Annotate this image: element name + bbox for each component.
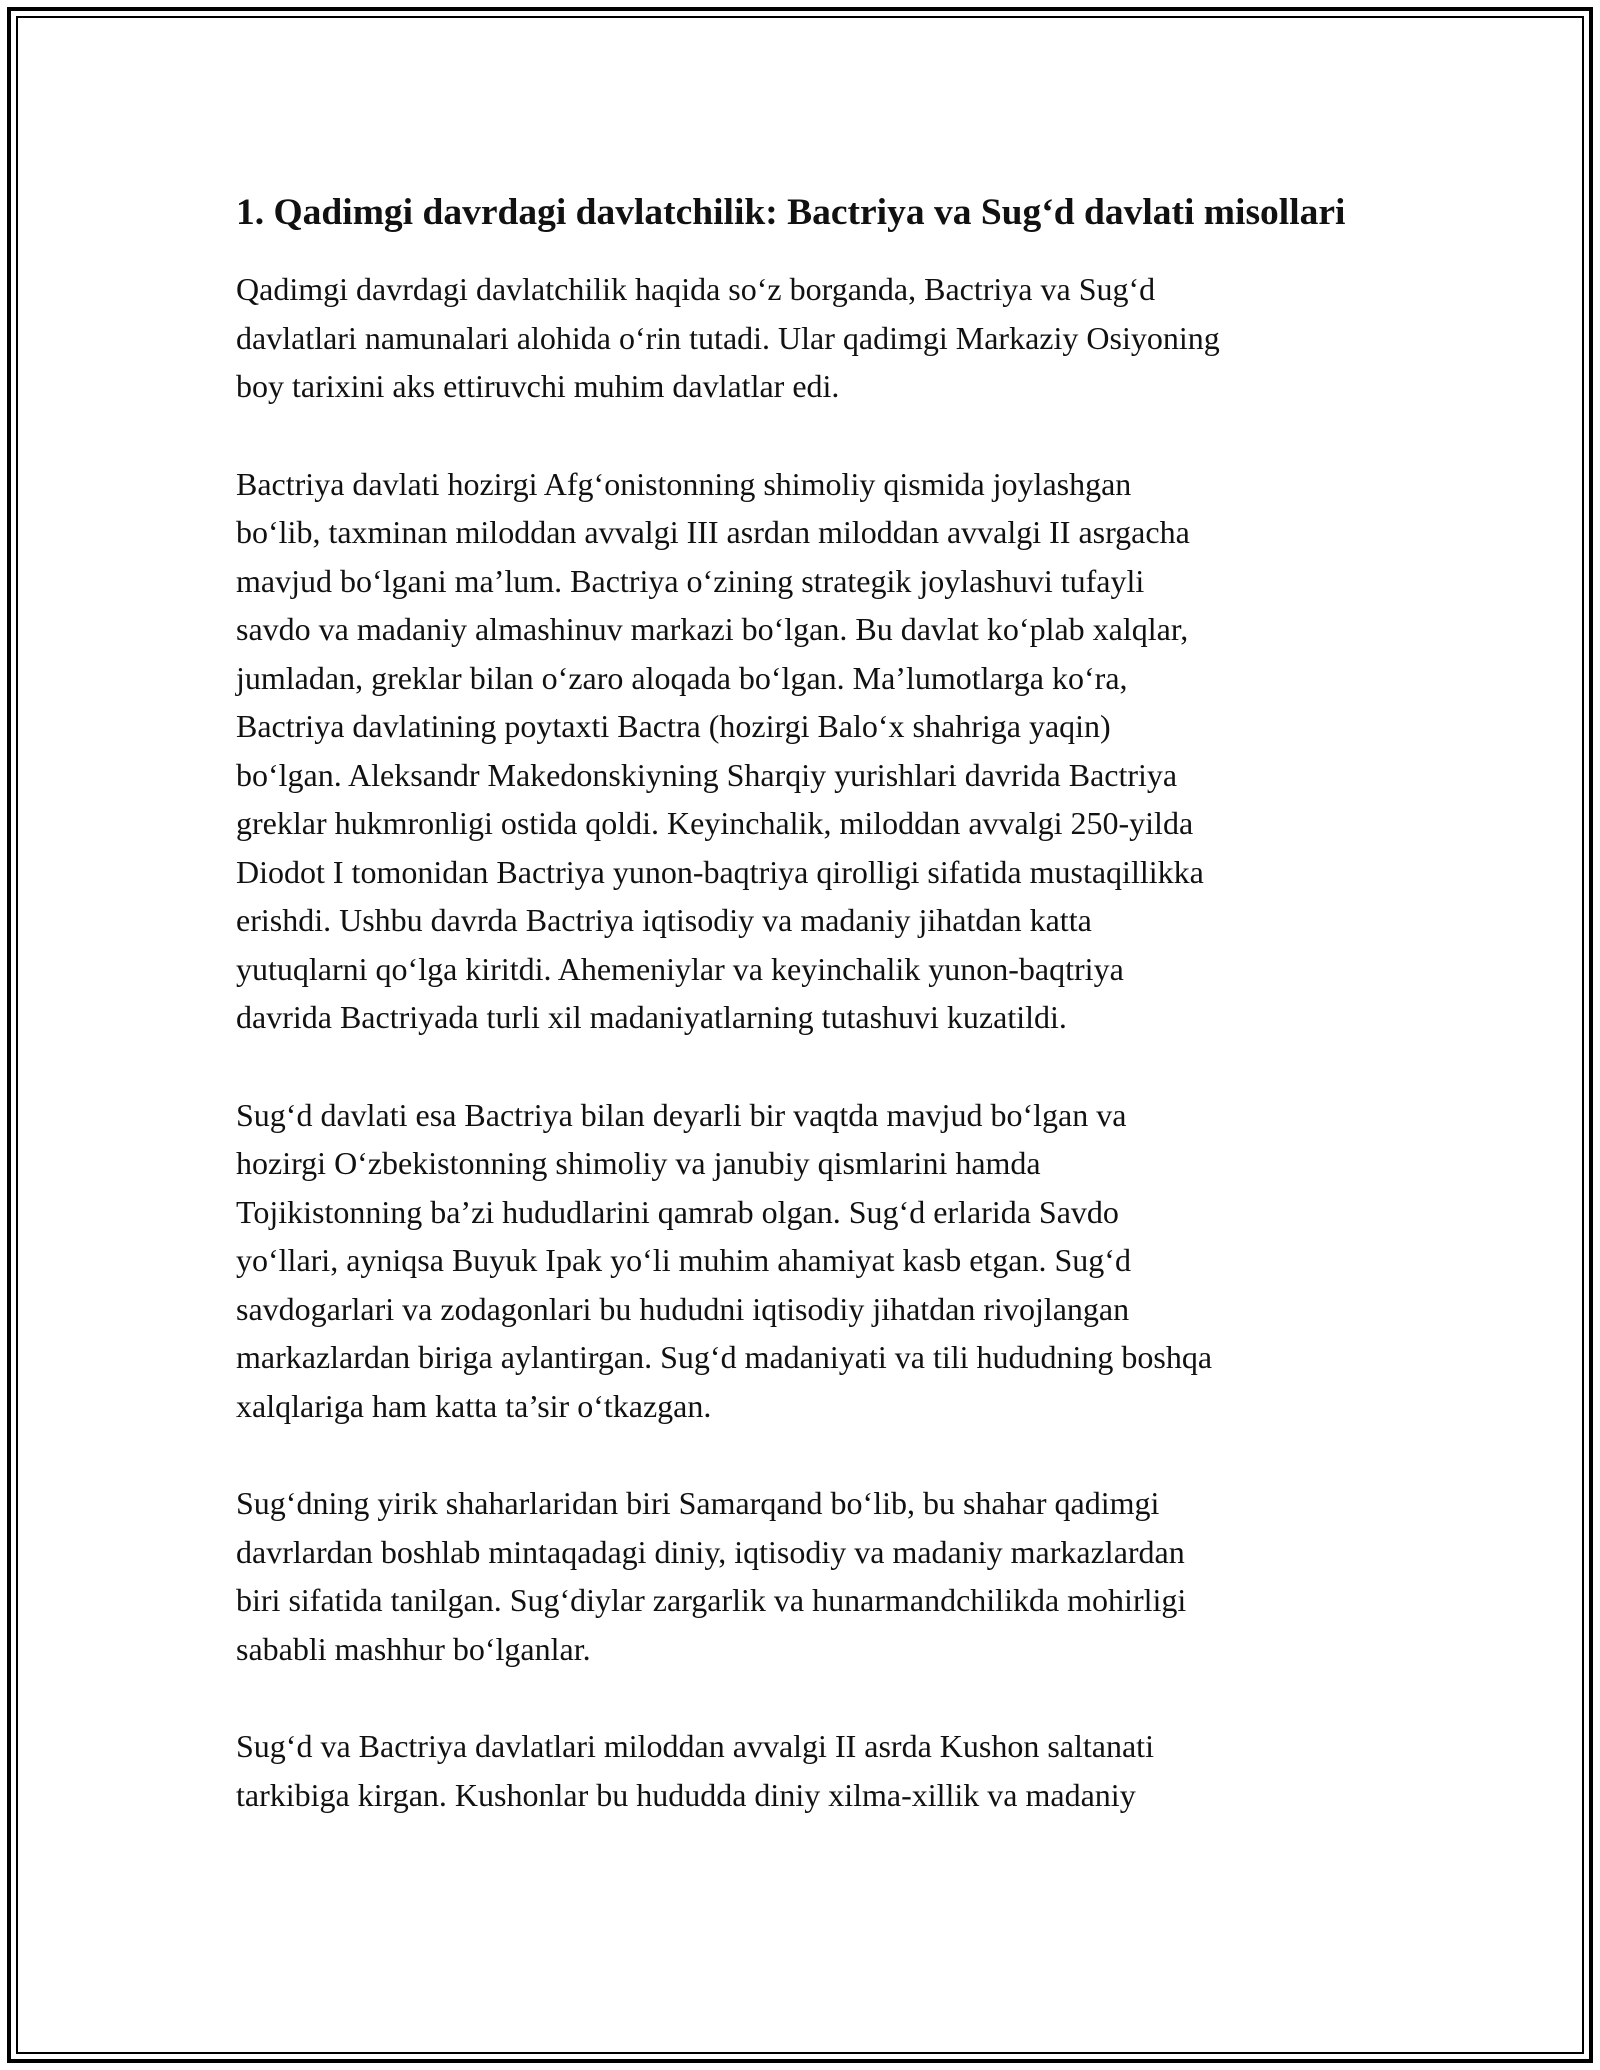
paragraph-samarqand: Sug‘dning yirik shaharlaridan biri Samarqand bo‘lib, bu shahar qadimgi davrlardan boshlab mintaqadagi diniy, iqtisodiy va madaniy markazlardan biri sifatida tanilgan. Sug‘diylar zargarlik va hunarmandchilikda mohirligi sababli mashhur bo‘lganlar. (236, 1485, 1187, 1667)
paragraph-bactriya: Bactriya davlati hozirgi Afg‘onistonning shimoliy qismida joylashgan bo‘lib, taxminan miloddan avvalgi III asrdan miloddan avvalgi II asrgacha mavjud bo‘lgani ma’lum. Bactriya o‘zining strategik joylashuvi tufayli savdo va madaniy almashinuv markazi bo‘lgan. Bu davlat ko‘plab xalqlar, jumladan, greklar bilan o‘zaro aloqada bo‘lgan. Ma’lumotlarga ko‘ra, Bactriya davlatining poytaxti Bactra (hozirgi Balo‘x shahriga yaqin) bo‘lgan. Aleksandr Makedonskiyning Sharqiy yurishlari davrida Bactriya greklar hukmronligi ostida qoldi. Keyinchalik, miloddan avvalgi 250-yilda Diodot I tomonidan Bactriya yunon-baqtriya qirolligi sifatida mustaqillikka erishdi. Ushbu davrda Bactriya iqtisodiy va madaniy jihatdan katta yutuqlarni qo‘lga kiritdi. Ahemeniylar va keyinchalik yunon-baqtriya davrida Bactriyada turli xil madaniyatlarning tutashuvi kuzatildi. (236, 465, 1204, 1035)
section-heading: 1. Qadimgi davrdagi davlatchilik: Bactriya va Sug‘d davlati misollari (236, 192, 1346, 233)
document-body (236, 186, 1406, 1868)
paragraph-sugd: Sug‘d davlati esa Bactriya bilan deyarli bir vaqtda mavjud bo‘lgan va hozirgi O‘zbekistonning shimoliy va janubiy qismlarini hamda Tojikistonning ba’zi hududlarini qamrab olgan. Sug‘d erlarida Savdo yo‘llari, ayniqsa Buyuk Ipak yo‘li muhim ahamiyat kasb etgan. Sug‘d savdogarlari va zodagonlari bu hududni iqtisodiy jihatdan rivojlangan markazlardan biriga aylantirgan. Sug‘d madaniyati va tili hududning boshqa xalqlariga ham katta ta’sir o‘tkazgan. (236, 1096, 1213, 1424)
paragraph-intro: Qadimgi davrdagi davlatchilik haqida so‘z borganda, Bactriya va Sug‘d davlatlari namunalari alohida o‘rin tutadi. Ular qadimgi Markaziy Osiyoning boy tarixini aks ettiruvchi muhim davlatlar edi. (236, 271, 1220, 404)
paragraph-kushon: Sug‘d va Bactriya davlatlari miloddan avvalgi II asrda Kushon saltanati tarkibiga kirgan. Kushonlar bu hududda diniy xilma-xillik va madaniy (236, 1728, 1154, 1813)
